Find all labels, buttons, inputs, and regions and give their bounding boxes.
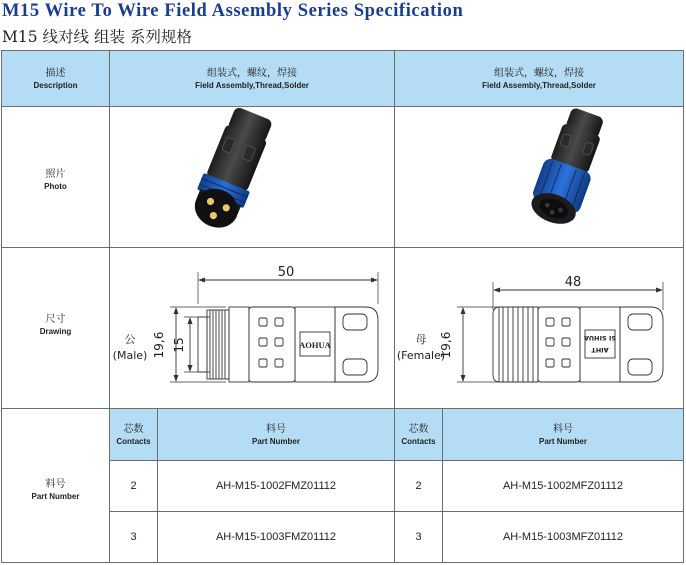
female-contacts-header-cn: 芯数 [408,424,429,435]
female-brand-mark-top: SI SIHUA [583,334,617,342]
female-part-number: AH-M15-1002MFZ01112 [502,480,624,492]
male-connector-photo [110,107,396,249]
female-contacts-header-en: Contacts [401,437,436,446]
contacts-value: 3 [415,531,422,543]
female-connector-outline [493,307,663,382]
female-gender-cn: 母 [415,333,427,346]
table-row-2-male-pn [157,511,395,563]
female-partnumber-header [442,408,684,461]
male-gender-en: (Male) [112,349,148,362]
female-brand-mark-bottom: AIHT [591,346,609,354]
male-partnumber-header-en: Part Number [251,437,300,446]
male-contacts-header-cn: 芯数 [123,424,144,435]
header-female-cell [394,50,684,107]
male-partnumber-header [157,408,395,461]
male-part-number: AH-M15-1002FMZ01112 [215,480,337,492]
page-title: M15 Wire To Wire Field Assembly Series Specification [2,1,464,21]
table-row-2-female-pn [442,511,684,563]
female-contacts-header [394,408,443,461]
female-height-dim: 19,6 [439,331,453,359]
header-description-en: Description [33,81,78,90]
page-subtitle: M15 线对线 组装 系列规格 [2,28,192,46]
table-row-1-female-pn [442,460,684,512]
male-connector-outline [198,307,378,382]
header-male-cn: 组装式，螺纹，焊接 [207,68,297,79]
contacts-value: 2 [415,480,422,492]
female-dimension-drawing [395,248,685,410]
female-part-number: AH-M15-1003MFZ01112 [502,531,624,543]
drawing-female-cell [394,247,684,409]
photo-label-en: Photo [44,182,67,191]
photo-label-cn: 照片 [45,169,66,180]
photo-label-cell [1,106,110,248]
table-row-1-male-pn [157,460,395,512]
contacts-value: 2 [130,480,137,492]
male-length-dim: 50 [277,265,295,280]
drawing-male-cell [109,247,395,409]
photo-male-cell [109,106,395,248]
table-row-2-male-contacts [109,511,158,563]
male-inner-height-dim: 15 [172,337,186,353]
header-description-cell [1,50,110,107]
part-label-cell [1,408,110,563]
drawing-label-cn: 尺寸 [45,314,66,325]
contacts-value: 3 [130,531,137,543]
table-row-2-female-contacts [394,511,443,563]
table-row-1-male-contacts [109,460,158,512]
female-partnumber-header-cn: 料号 [553,424,573,435]
header-description-cn: 描述 [45,68,66,79]
male-brand-mark: AOHUA [299,340,331,350]
male-dimension-drawing [110,248,396,410]
female-connector-photo [395,107,685,249]
male-outer-height-dim: 19,6 [152,331,166,359]
male-partnumber-header-cn: 料号 [266,424,286,435]
photo-female-cell [394,106,684,248]
female-partnumber-header-en: Part Number [538,437,587,446]
female-length-dim: 48 [564,275,582,290]
part-label-en: Part Number [31,492,80,501]
header-male-cell [109,50,395,107]
header-female-cn: 组装式，螺纹，焊接 [494,68,584,79]
header-female-en: Field Assembly,Thread,Solder [482,81,596,90]
male-gender-cn: 公 [124,333,136,346]
drawing-label-en: Drawing [39,327,72,336]
female-gender-en: (Female) [396,349,446,362]
drawing-label-cell [1,247,110,409]
spec-table [1,50,684,563]
male-part-number: AH-M15-1003FMZ01112 [215,531,337,543]
table-row-1-female-contacts [394,460,443,512]
header-male-en: Field Assembly,Thread,Solder [195,81,309,90]
male-contacts-header-en: Contacts [116,437,151,446]
part-label-cn: 料号 [45,479,66,490]
male-contacts-header [109,408,158,461]
